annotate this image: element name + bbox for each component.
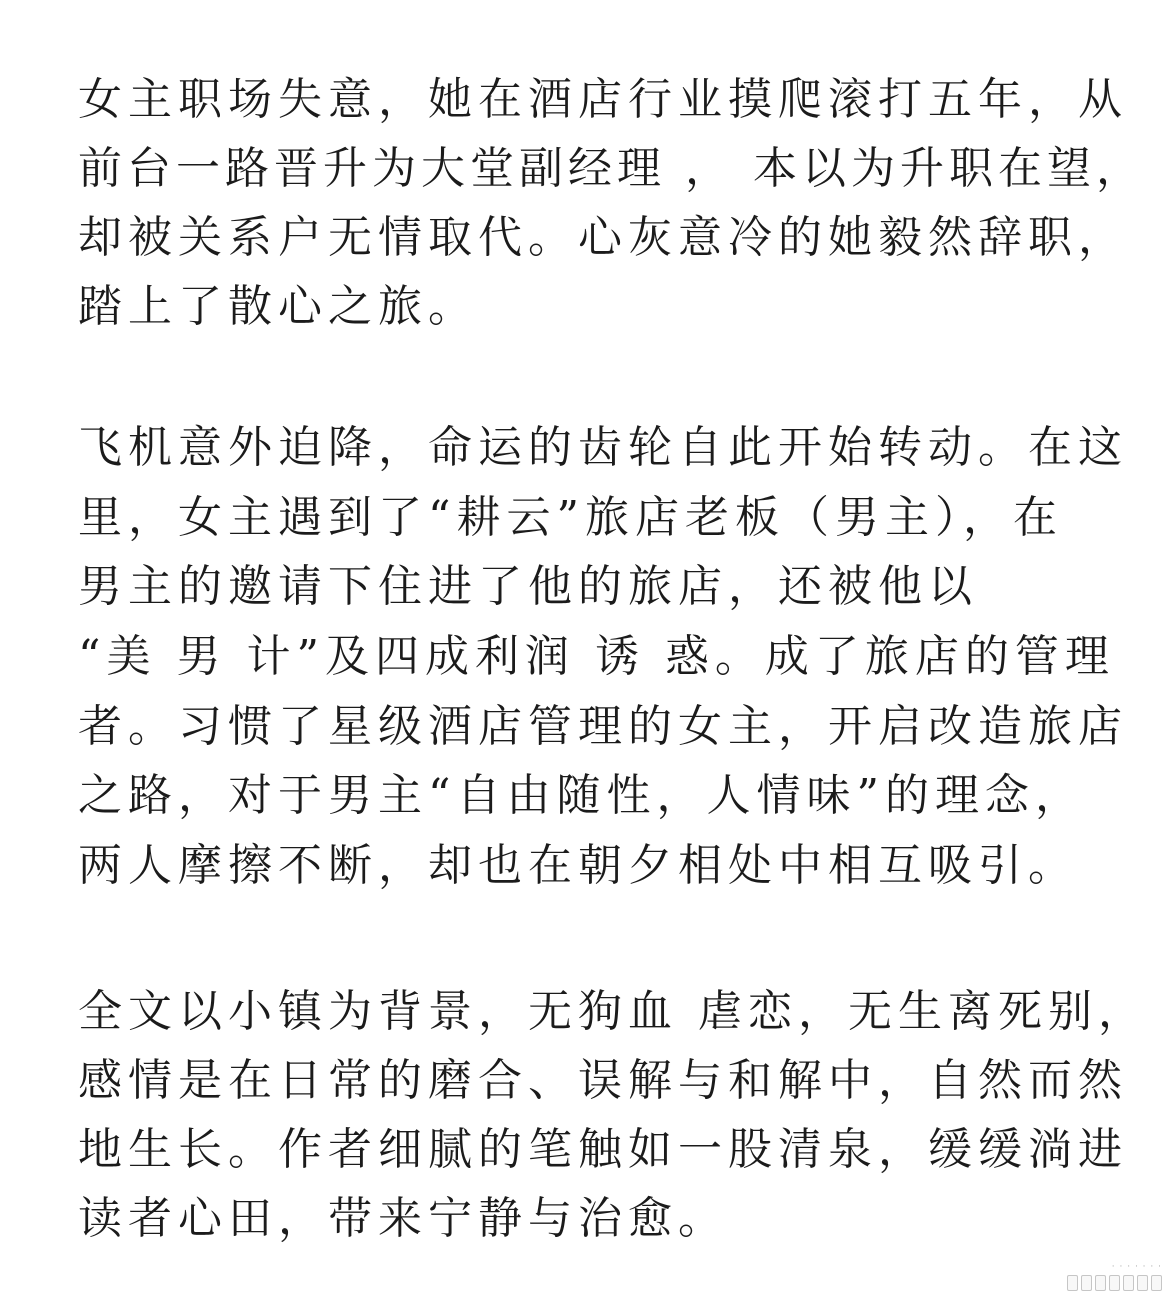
text-line: 男主的邀请下住进了他的旅店，还被他以 [78,561,978,612]
watermark-block [1095,1275,1106,1291]
text-line: 感情是在日常的磨合、误解与和解中，自然而然 [78,1055,1128,1106]
text-line: 之路，对于男主“自由随性，人情味”的理念， [78,770,1085,821]
text-line: 里，女主遇到了“耕云”旅店老板（男主），在 [78,492,1063,543]
text-line: 女主职场失意，她在酒店行业摸爬滚打五年，从 [78,74,1128,125]
watermark-block [1137,1275,1148,1291]
text-line: 读者心田，带来宁静与治愈。 [78,1193,728,1244]
watermark [1067,1262,1162,1291]
text-line: “美 男 计”及四成利润 诱 惑。成了旅店的管理 [78,631,1115,682]
text-line: 前台一路晋升为大堂副经理 ， 本以为升职在望， [78,143,1145,194]
watermark-block [1081,1275,1092,1291]
text-line: 地生长。作者细腻的笔触如一股清泉，缓缓淌进 [78,1124,1128,1175]
text-line: 却被关系户无情取代。心灰意冷的她毅然辞职， [78,212,1128,263]
text-line: 者。习惯了星级酒店管理的女主，开启改造旅店 [78,701,1128,752]
watermark-block [1123,1275,1134,1291]
text-line: 踏上了散心之旅。 [78,281,478,332]
text-line: 全文以小镇为背景，无狗血 虐恋，无生离死别， [78,986,1148,1037]
watermark-block [1151,1275,1162,1291]
text-line: 飞机意外迫降，命运的齿轮自此开始转动。在这 [78,422,1128,473]
watermark-block [1067,1275,1078,1291]
watermark-block [1109,1275,1120,1291]
text-line: 两人摩擦不断，却也在朝夕相处中相互吸引。 [78,840,1078,891]
watermark-text: · · · · · · · [1111,1262,1162,1272]
watermark-blocks [1067,1275,1162,1291]
